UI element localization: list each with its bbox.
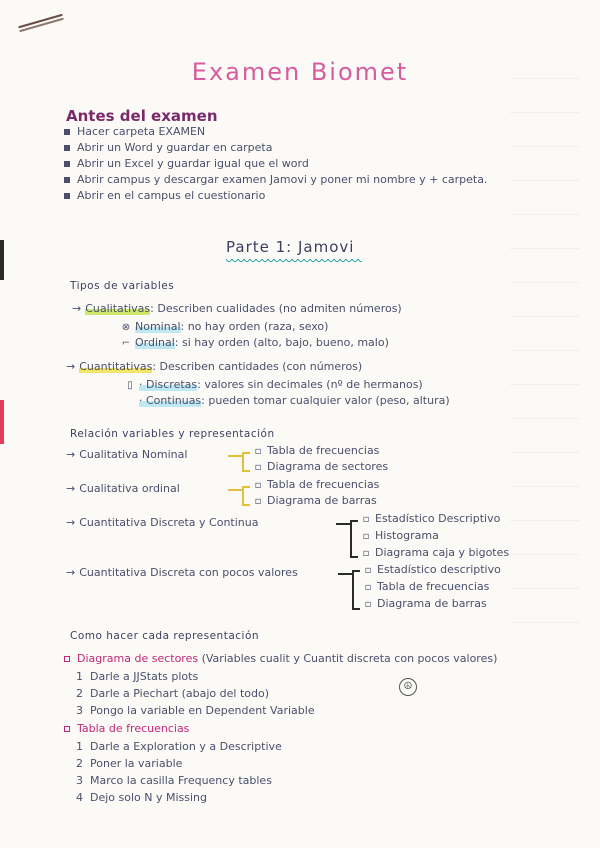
- relation-rep: ▫ Estadístico Descriptivo: [360, 512, 500, 525]
- checkbox-icon: ▫: [362, 531, 370, 542]
- square-bullet-icon: [64, 193, 70, 199]
- list-item: Abrir un Excel y guardar igual que el word: [64, 156, 487, 172]
- checkbox-icon: ▫: [364, 565, 372, 576]
- checkbox-icon: ▫: [364, 582, 372, 593]
- square-bullet-icon: [64, 129, 70, 135]
- bracket: [242, 486, 250, 506]
- list-item: 4 Dejo solo N y Missing: [76, 791, 208, 804]
- list-item: Abrir un Word y guardar en carpeta: [64, 140, 487, 156]
- relation-rep: ▫ Tabla de frecuencias: [252, 478, 379, 491]
- bracket-connector: [338, 573, 352, 575]
- arrow-right-icon: →: [72, 302, 82, 315]
- square-bullet-icon: [64, 726, 70, 732]
- relation-variable: → Cualitativa Nominal: [66, 448, 188, 461]
- bracket-connector: [336, 523, 350, 525]
- bracket: [242, 452, 250, 472]
- relation-variable: → Cualitativa ordinal: [66, 482, 180, 495]
- square-bullet-icon: [64, 161, 70, 167]
- list-item: 3 Pongo la variable en Dependent Variable: [76, 704, 315, 717]
- stairs-icon: ⌐: [121, 338, 131, 349]
- arrow-right-icon: →: [66, 360, 76, 373]
- list-item: 3 Marco la casilla Frequency tables: [76, 774, 272, 787]
- square-bullet-icon: [64, 145, 70, 151]
- page-edge-mark: [0, 240, 4, 280]
- relation-variable: → Cuantitativa Discreta y Continua: [66, 516, 259, 529]
- relation-rep: ▫ Tabla de frecuencias: [362, 580, 489, 593]
- list-item: 1 Darle a Exploration y a Descriptive: [76, 740, 282, 753]
- types-heading: Tipos de variables: [70, 280, 175, 292]
- checkbox-icon: ▫: [254, 496, 262, 507]
- list-item: Abrir campus y descargar examen Jamovi y poner mi nombre y + carpeta.: [64, 172, 487, 188]
- bracket-connector: [228, 455, 242, 457]
- relation-rep: ▫ Diagrama caja y bigotes: [360, 546, 509, 559]
- relation-rep: ▫ Tabla de frecuencias: [252, 444, 379, 457]
- wavy-underline: [226, 259, 362, 265]
- before-exam-list: [64, 124, 487, 204]
- page-edge-tab: [0, 400, 4, 444]
- list-item: 1 Darle a JJStats plots: [76, 670, 199, 683]
- before-exam-heading: Antes del examen: [66, 107, 218, 125]
- checkbox-icon: ▫: [254, 446, 262, 457]
- arrow-right-icon: →: [66, 448, 76, 461]
- list-item: 2 Poner la variable: [76, 757, 183, 770]
- square-bullet-icon: [64, 177, 70, 183]
- pie-section-title: Diagrama de sectores (Variables cualit y Cuantit discreta con pocos valores): [64, 652, 497, 665]
- page-title: Examen Biomet: [191, 58, 409, 86]
- list-item: Hacer carpeta EXAMEN: [64, 124, 487, 140]
- checkbox-icon: ▫: [254, 480, 262, 491]
- list-item: 2 Darle a Piechart (abajo del todo): [76, 687, 269, 700]
- bleed-through-text: [510, 60, 580, 640]
- freq-section-title: Tabla de frecuencias: [64, 722, 189, 735]
- relation-rep: ▫ Histograma: [360, 529, 439, 542]
- pen-stroke-mark: [18, 14, 64, 32]
- part-title: Parte 1: Jamovi: [226, 238, 355, 256]
- ruler-icon: ▯: [127, 380, 133, 391]
- list-item: Abrir en el campus el cuestionario: [64, 188, 487, 204]
- qualitative-line: → Cualitativas: Describen cualidades (no admiten números): [72, 302, 402, 315]
- arrow-right-icon: →: [66, 516, 76, 529]
- peace-icon: ☮: [399, 678, 417, 696]
- how-heading: Como hacer cada representación: [70, 630, 260, 642]
- bracket: [350, 520, 358, 558]
- relation-rep: ▫ Diagrama de barras: [252, 494, 377, 507]
- relation-variable: → Cuantitativa Discreta con pocos valores: [66, 566, 298, 579]
- discrete-line: ▯ · Discretas: valores sin decimales (nº de hermanos): [124, 378, 423, 391]
- continuous-line: · Continuas: pueden tomar cualquier valor (peso, altura): [139, 394, 450, 407]
- nominal-line: ⊗ Nominal: no hay orden (raza, sexo): [121, 320, 329, 333]
- checkbox-icon: ▫: [254, 462, 262, 473]
- quantitative-line: → Cuantitativas: Describen cantidades (con números): [66, 360, 363, 373]
- nominal-symbol-icon: ⊗: [121, 322, 131, 333]
- relation-heading: Relación variables y representación: [70, 428, 275, 440]
- square-bullet-icon: [64, 656, 70, 662]
- relation-rep: ▫ Estadístico descriptivo: [362, 563, 501, 576]
- bracket: [352, 570, 360, 610]
- arrow-right-icon: →: [66, 566, 76, 579]
- relation-rep: ▫ Diagrama de barras: [362, 597, 487, 610]
- bracket-connector: [228, 489, 242, 491]
- relation-rep: ▫ Diagrama de sectores: [252, 460, 388, 473]
- ordinal-line: ⌐ Ordinal: si hay orden (alto, bajo, bueno, malo): [121, 336, 389, 349]
- checkbox-icon: ▫: [362, 548, 370, 559]
- checkbox-icon: ▫: [364, 599, 372, 610]
- checkbox-icon: ▫: [362, 514, 370, 525]
- arrow-right-icon: →: [66, 482, 76, 495]
